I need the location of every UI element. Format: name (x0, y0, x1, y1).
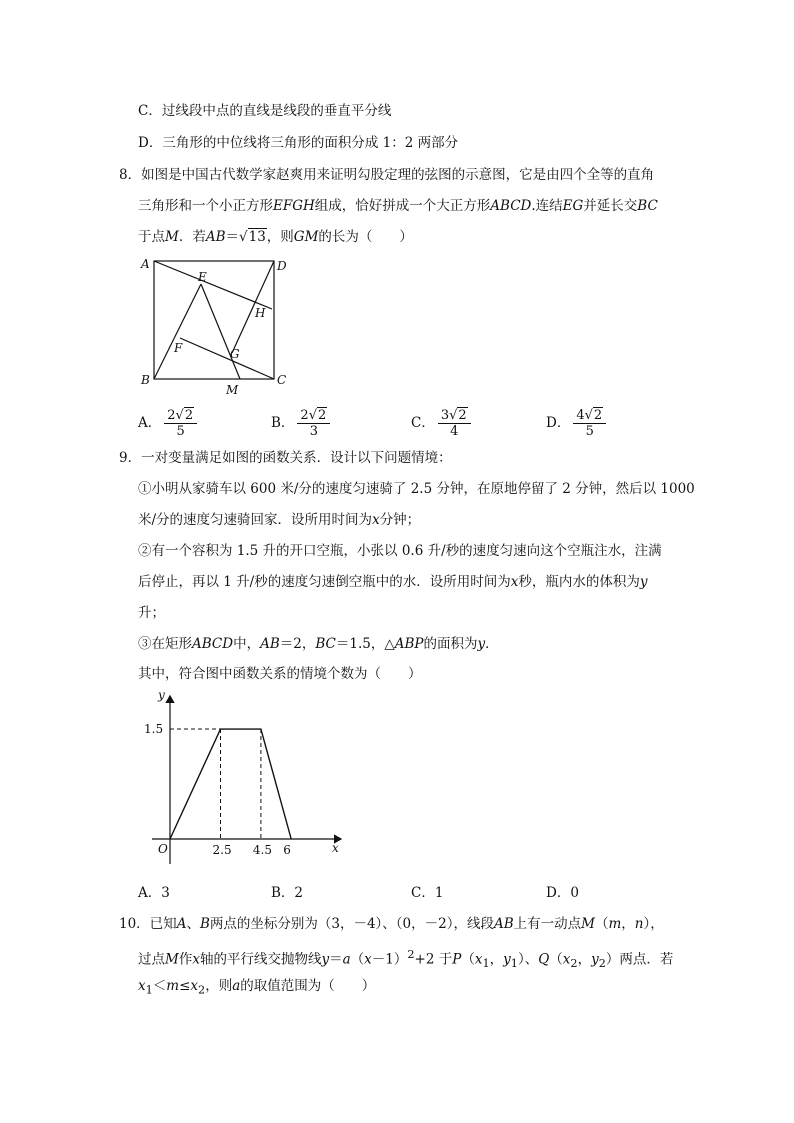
label-a: A (141, 257, 150, 271)
segment-em (201, 284, 240, 379)
q9-scenario2-line3: 升； (138, 605, 165, 621)
q7-option-d: D．三角形的中位线将三角形的面积分成 1：2 两部分 (138, 135, 459, 151)
segment-be (154, 284, 201, 379)
label-h: H (255, 306, 266, 320)
q8-stem-line3: 于点M．若AB＝√13，则GM的长为（ ） (138, 229, 413, 245)
q9-scenario2-line2: 后停止，再以 1 升/秒的速度匀速倒空瓶中的水．设所用时间为x秒，瓶内水的体积为y (138, 574, 648, 590)
q9-scenario1-line2: 米/分的速度匀速骑回家．设所用时间为x分钟； (138, 512, 421, 528)
y-axis-label: y (158, 688, 165, 702)
segment-cf (180, 338, 274, 379)
q9-question: 其中，符合图中函数关系的情境个数为（ ） (138, 666, 422, 682)
q8-figure (136, 254, 296, 400)
label-d: D (277, 259, 287, 273)
q9-option-d: D．0 (546, 885, 579, 901)
label-g: G (230, 347, 240, 361)
x-tick-label: 6 (283, 843, 291, 857)
q9-option-b: B．2 (271, 885, 304, 901)
square-abcd (154, 261, 274, 379)
q10-stem-line3: $x_1<m\le x_2$，则a的取值范围为（ ） (138, 978, 376, 997)
q9-scenario3: ③在矩形ABCD中，AB＝2，BC＝1.5，△ABP的面积为y． (138, 636, 499, 652)
x-tick-label: 2.5 (212, 843, 232, 857)
q9-scenario1-line1: ①小明从家骑车以 600 米/分的速度匀速骑了 2.5 分钟，在原地停留了 2 分钟，然后以 1000 (138, 481, 695, 497)
label-e: E (198, 270, 207, 284)
label-m: M (226, 383, 239, 397)
x-axis-label: x (332, 841, 339, 855)
q8-option-a: A． $\frac{2√2}{5}$ (138, 408, 200, 439)
function-polyline (170, 729, 291, 839)
q8-option-c: C． $\frac{3√2}{4}$ (411, 408, 474, 439)
label-b: B (141, 373, 150, 387)
q9-function-graph (136, 686, 356, 866)
x-tick-label: 4.5 (252, 843, 272, 857)
q8-stem-line1: 8．如图是中国古代数学家赵爽用来证明勾股定理的弦图的示意图，它是由四个全等的直角 (119, 167, 655, 183)
segment-ae (154, 261, 272, 309)
origin-label: O (158, 842, 168, 856)
q8-stem-line2: 三角形和一个小正方形EFGH组成，恰好拼成一个大正方形ABCD.连结EG并延长交BC (138, 198, 658, 214)
q9-stem: 9．一对变量满足如图的函数关系．设计以下问题情境： (119, 450, 452, 466)
q10-stem-line1: 10．已知A、B两点的坐标分别为（3，－4）、（0，－2），线段AB上有一动点M（m，n）， (119, 916, 664, 932)
q9-scenario2-line1: ②有一个容积为 1.5 升的开口空瓶，小张以 0.6 升/秒的速度匀速向这个空瓶注水，注满 (138, 543, 662, 559)
y-tick-label: 1.5 (144, 722, 164, 737)
q9-option-a: A．3 (138, 885, 170, 901)
q8-option-d: D． $\frac{4√2}{5}$ (546, 408, 609, 439)
q7-option-c: C．过线段中点的直线是线段的垂直平分线 (138, 103, 392, 119)
label-f: F (174, 341, 183, 355)
q9-option-c: C．1 (411, 885, 444, 901)
label-c: C (277, 373, 287, 387)
q8-option-b: B． $\frac{2√2}{3}$ (271, 408, 333, 439)
q10-stem-line2: 过点M作x轴的平行线交抛物线$y=a(x-1)^2+2$ 于$P(x_1$，$y_1$）、$Q(x_2$，$y_2$）两点．若 (138, 948, 674, 971)
